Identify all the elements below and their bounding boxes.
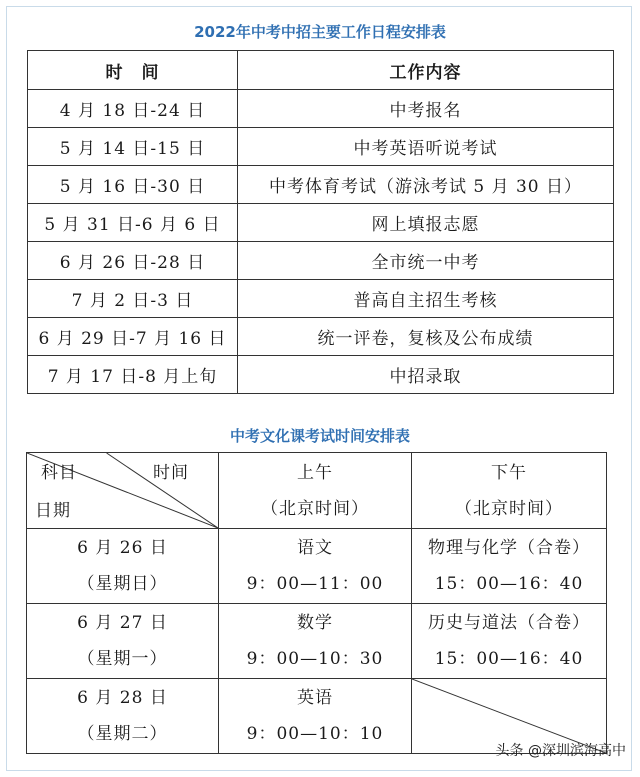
pm-header-note: （北京时间） [455,498,563,519]
header-content: 工作内容 [238,51,614,90]
schedule-task: 中招录取 [238,356,614,394]
corner-time-label: 时间 [153,463,189,483]
exam-title: 中考文化课考试时间安排表 [229,427,410,445]
table-row [28,242,614,280]
corner-header-cell [27,453,219,529]
am-cell [219,529,412,604]
pm-time: 15：00—16：40 [434,574,584,594]
pm-subject: 物理与化学（合卷） [428,538,590,558]
schedule-title: 2022年中考中招主要工作日程安排表 [194,23,446,41]
schedule-date: 5 月 31 日-6 月 6 日 [28,204,238,242]
am-time: 9：00—10：10 [246,724,384,744]
schedule-date: 7 月 17 日-8 月上旬 [28,356,238,394]
table-row [27,604,607,679]
exam-date-cell [27,604,219,679]
exam-date: 6 月 27 日 [77,613,168,633]
am-time: 9：00—11：00 [246,574,384,594]
am-cell [219,604,412,679]
exam-date: 6 月 26 日 [77,538,168,558]
table-row [28,128,614,166]
schedule-date: 5 月 14 日-15 日 [28,128,238,166]
table-row [28,166,614,204]
schedule-task: 网上填报志愿 [238,204,614,242]
watermark: 头条 @深圳滨海高中 [495,743,626,759]
table-row [28,318,614,356]
pm-cell [412,604,607,679]
corner-subject-label: 科目 [41,463,77,483]
pm-subject: 历史与道法（合卷） [428,613,590,633]
schedule-table [27,50,614,394]
table-row [28,204,614,242]
table-row [28,356,614,394]
table-row [28,90,614,128]
pm-header [412,453,607,529]
schedule-task: 全市统一中考 [238,242,614,280]
schedule-date: 6 月 26 日-28 日 [28,242,238,280]
table-row [27,529,607,604]
schedule-task: 普高自主招生考核 [238,280,614,318]
exam-date-cell [27,529,219,604]
pm-cell [412,529,607,604]
am-header [219,453,412,529]
schedule-date: 5 月 16 日-30 日 [28,166,238,204]
exam-weekday: （星期一） [77,649,168,669]
am-cell [219,679,412,754]
am-time: 9：00—10：30 [246,649,384,669]
exam-date-cell [27,679,219,754]
exam-weekday: （星期二） [77,724,168,744]
exam-weekday: （星期日） [77,574,168,594]
pm-header-title: 下午 [491,462,527,483]
am-subject: 语文 [297,538,333,558]
schedule-header-row [28,51,614,90]
am-header-title: 上午 [297,462,333,483]
schedule-task: 中考英语听说考试 [238,128,614,166]
schedule-task: 中考报名 [238,90,614,128]
exam-date: 6 月 28 日 [77,688,168,708]
schedule-date: 6 月 29 日-7 月 16 日 [28,318,238,356]
schedule-task: 统一评卷，复核及公布成绩 [238,318,614,356]
am-header-note: （北京时间） [261,498,369,519]
exam-header-row [27,453,607,529]
exam-table [26,452,607,754]
corner-date-label: 日期 [35,501,71,521]
am-subject: 英语 [297,688,333,708]
schedule-task: 中考体育考试（游泳考试 5 月 30 日） [238,166,614,204]
schedule-date: 4 月 18 日-24 日 [28,90,238,128]
am-subject: 数学 [297,613,333,633]
table-row [28,280,614,318]
pm-time: 15：00—16：40 [434,649,584,669]
header-time: 时 间 [28,51,238,90]
schedule-date: 7 月 2 日-3 日 [28,280,238,318]
